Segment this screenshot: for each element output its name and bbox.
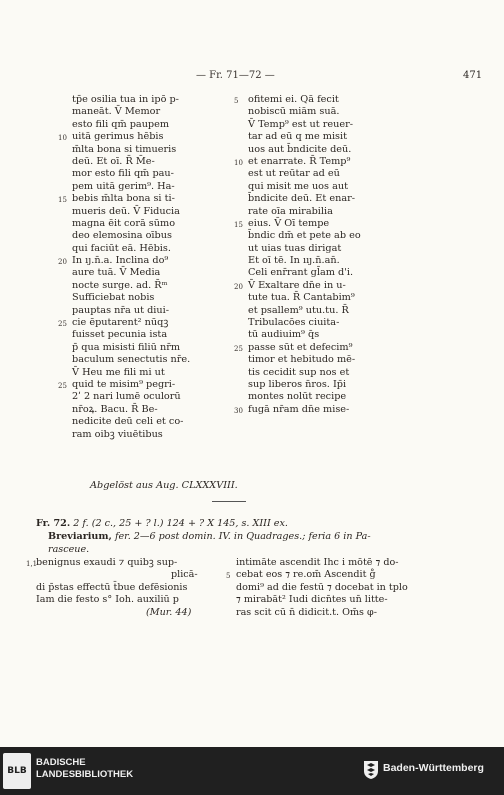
fr72-right-line bbox=[236, 582, 466, 594]
line-text: V̄ Heu me fili mi ut bbox=[72, 366, 165, 378]
left-column-line bbox=[72, 416, 242, 428]
line-text: tar ad eū q me misit bbox=[248, 131, 348, 143]
line-number: 15 bbox=[234, 220, 243, 229]
line-text: eius. V̄ Oī tempe bbox=[248, 217, 330, 229]
line-text: et enarrate. R̄ Temp⁹ bbox=[248, 155, 351, 167]
section-divider bbox=[212, 501, 246, 502]
fr72-left-line bbox=[36, 594, 226, 606]
fr72-right-line bbox=[226, 569, 466, 581]
left-column-line bbox=[72, 280, 242, 292]
line-number: 1,1 bbox=[26, 560, 38, 568]
right-column-line bbox=[248, 131, 418, 143]
left-column-line bbox=[72, 342, 242, 354]
left-column-line bbox=[72, 106, 242, 118]
line-text: nobiscū miām suā. bbox=[248, 106, 340, 118]
line-number: 25 bbox=[58, 381, 67, 390]
left-column-line bbox=[72, 243, 242, 255]
fr72-right-line bbox=[236, 607, 466, 619]
line-text: qui faciūt eā. Hēbis. bbox=[72, 242, 171, 254]
line-text: ⁊ mirabāt² Iudi dicn̄tes un̄ litte- bbox=[236, 594, 388, 606]
line-text: domi⁹ ad die festū ⁊ docebat in tplo bbox=[236, 581, 408, 593]
right-column-line bbox=[234, 94, 418, 106]
line-text: cie ēputarent² nūqꝫ bbox=[72, 317, 169, 329]
line-text: montes nolūt recipe bbox=[248, 391, 347, 403]
right-column-line bbox=[248, 168, 418, 180]
line-text: ut uias tuas dirigat bbox=[248, 242, 342, 254]
line-text: di p̄stas effectū t̄bue defēsionis bbox=[36, 581, 188, 593]
line-text: p̄ qua misisti filiū nr̄m bbox=[72, 341, 181, 353]
line-text: qui misit me uos aut bbox=[248, 180, 348, 192]
page-number: 471 bbox=[463, 70, 483, 81]
line-text: baculum senectutis nr̄e. bbox=[72, 354, 191, 366]
right-column-line bbox=[248, 292, 418, 304]
right-column-line bbox=[248, 181, 418, 193]
left-column-line bbox=[58, 193, 242, 205]
left-column-line bbox=[72, 267, 242, 279]
line-text: b̄ndic dm̄ et pete ab eo bbox=[248, 230, 361, 242]
coat-of-arms-icon bbox=[363, 760, 379, 780]
fragment-72-left-column bbox=[26, 557, 226, 619]
line-number: 20 bbox=[58, 258, 67, 267]
abgeloest-note: Abgelöst aus Aug. CLXXXVIII. bbox=[90, 480, 238, 491]
right-column-line bbox=[248, 329, 418, 341]
blb-logo[interactable] bbox=[3, 753, 31, 789]
right-column-line bbox=[234, 403, 418, 416]
line-text: tute tua. R̄ Cantabim⁹ bbox=[248, 292, 355, 304]
line-text: fuisset pecunia ista bbox=[72, 329, 168, 341]
line-text: ram oibꝫ viuētibus bbox=[72, 428, 163, 440]
right-column-line bbox=[234, 279, 418, 292]
line-number: 10 bbox=[234, 158, 243, 167]
line-text: Celi enr̄rant gl̄am d'i. bbox=[248, 267, 354, 279]
right-column-line bbox=[248, 305, 418, 317]
line-text: Tribulacōes ciuita- bbox=[248, 317, 340, 329]
state-label[interactable]: Baden-Württemberg bbox=[383, 762, 484, 774]
line-number: 25 bbox=[58, 320, 67, 329]
left-column-line bbox=[72, 329, 242, 341]
library-name bbox=[36, 757, 133, 781]
fr72-left-line bbox=[36, 607, 226, 619]
left-column-line bbox=[72, 206, 242, 218]
line-text: V̄ Exaltare dn̄e in u- bbox=[248, 279, 346, 291]
fr72-right-line bbox=[236, 557, 466, 569]
left-column-line bbox=[72, 156, 242, 168]
line-text: tp̄e osilia tua in ipō p- bbox=[72, 94, 179, 105]
left-column-line bbox=[72, 218, 242, 230]
line-text: uitā gerimus hēbis bbox=[72, 131, 164, 143]
line-text: bebis m̄lta bona si ti- bbox=[72, 193, 175, 205]
line-text: et psallem⁹ utu.tu. R̄ bbox=[248, 304, 349, 316]
line-text: intimāte ascendit Ihc i mōtē ⁊ do- bbox=[236, 557, 399, 568]
left-column-line bbox=[58, 378, 242, 391]
left-column-line bbox=[72, 367, 242, 379]
left-column-line bbox=[72, 230, 242, 242]
fragment-desc-2: rasceue. bbox=[48, 544, 90, 555]
blb-logo-text: BLB bbox=[7, 766, 27, 776]
right-column-line bbox=[248, 317, 418, 329]
line-text: nedicite deū celi et co- bbox=[72, 416, 184, 428]
right-column-line bbox=[234, 155, 418, 168]
line-text: maneāt. V̄ Memor bbox=[72, 106, 161, 118]
line-text: Et oī tē. In ııȷ.n̄.an̄. bbox=[248, 255, 340, 267]
line-text: rate oīa mirabilia bbox=[248, 205, 333, 217]
fragment-label: Breviarium, bbox=[48, 531, 112, 542]
left-column-line bbox=[72, 391, 242, 403]
line-text: (Mur. 44) bbox=[146, 606, 192, 618]
line-text: aure tuā. V̄ Media bbox=[72, 267, 161, 279]
right-column-line bbox=[248, 255, 418, 267]
line-text: esto fili qm̄ paupem bbox=[72, 118, 170, 130]
line-text: pauptas nr̄a ut diui- bbox=[72, 304, 169, 316]
left-column-line bbox=[72, 354, 242, 366]
left-column-line bbox=[72, 429, 242, 441]
fr72-left-line bbox=[36, 582, 226, 594]
right-column-line bbox=[248, 144, 418, 156]
line-number: 5 bbox=[234, 97, 239, 105]
line-text: mueris deū. V̄ Fiducia bbox=[72, 205, 180, 217]
right-column-line bbox=[248, 243, 418, 255]
fr72-left-line bbox=[36, 569, 226, 581]
line-text: sup liberos n̄ros. Ip̄i bbox=[248, 378, 347, 390]
left-column-line bbox=[72, 119, 242, 131]
line-text: V̄ Temp⁹ est ut reuer- bbox=[248, 118, 353, 130]
running-title: — Fr. 71—72 — bbox=[196, 70, 275, 81]
left-column-line bbox=[72, 181, 242, 193]
line-text: uos aut b̄ndicite deū. bbox=[248, 143, 352, 155]
right-column-line bbox=[248, 206, 418, 218]
line-text: magna ēit corā sūmo bbox=[72, 217, 176, 229]
fragment-72-right-column bbox=[226, 557, 466, 619]
right-column-line bbox=[248, 267, 418, 279]
right-column-line bbox=[248, 193, 418, 205]
library-name-line-1: BADISCHE bbox=[36, 757, 86, 768]
line-text: pem uitā gerim⁹. Ha- bbox=[72, 180, 175, 192]
right-column-line bbox=[248, 230, 418, 242]
line-text: m̄lta bona si timueris bbox=[72, 143, 177, 155]
fragment-desc-1: fer. 2—6 post domin. IV. in Quadrages.; feria 6 in Pa- bbox=[114, 531, 371, 542]
left-column-line bbox=[72, 168, 242, 180]
line-number: 25 bbox=[234, 344, 243, 353]
right-column-line bbox=[248, 119, 418, 131]
right-column-line bbox=[248, 367, 418, 379]
line-number: 15 bbox=[58, 196, 67, 205]
line-text: fugā nr̄am dn̄e mise- bbox=[248, 403, 350, 415]
line-text: deo elemosina oībus bbox=[72, 230, 172, 242]
left-text-column bbox=[58, 94, 242, 441]
right-column-line bbox=[248, 106, 418, 118]
line-text: benignus exaudi ⁊ quibꝫ sup- bbox=[36, 557, 178, 568]
left-column-line bbox=[58, 255, 242, 267]
line-text: 2ʹ 2 nari lumē oculorū bbox=[72, 391, 181, 403]
left-column-line bbox=[72, 305, 242, 317]
library-name-line-2: LANDESBIBLIOTHEK bbox=[36, 769, 134, 780]
line-number: 30 bbox=[234, 406, 243, 415]
fragment-heading: Fr. 72. bbox=[36, 518, 71, 529]
left-column-line bbox=[58, 131, 242, 143]
right-text-column bbox=[234, 94, 418, 416]
line-text: timor et hebitudo mē- bbox=[248, 354, 356, 366]
line-text: plicā- bbox=[171, 569, 198, 581]
line-text: Iam die festo s° Ioh. auxiliū p bbox=[36, 594, 179, 606]
right-column-line bbox=[234, 341, 418, 354]
left-column-line bbox=[72, 144, 242, 156]
left-column-line bbox=[58, 317, 242, 329]
line-text: mor esto fili qm̄ pau- bbox=[72, 168, 174, 180]
line-text: Sufficiebat nobis bbox=[72, 292, 155, 304]
library-footer bbox=[0, 747, 504, 795]
line-text: In ıȷ.n̄.a. Inclina do⁹ bbox=[72, 255, 169, 267]
line-text: nocte surge. ad. R̄ᵐ bbox=[72, 279, 168, 291]
line-text: nr̄oꝝ. Bacu. R̄ Be- bbox=[72, 403, 158, 415]
page-header bbox=[0, 70, 504, 86]
right-column-line bbox=[248, 354, 418, 366]
line-text: est ut reūtar ad eū bbox=[248, 168, 340, 180]
line-number: 5 bbox=[226, 572, 231, 581]
right-column-line bbox=[248, 391, 418, 403]
line-text: cebat eos ⁊ re.om̄ Ascendit g̊ bbox=[236, 569, 376, 581]
fragment-meta: 2 f. (2 c., 25 + ? l.) 124 + ? X 145, s. XIII ex. bbox=[73, 518, 288, 529]
left-column-line bbox=[72, 404, 242, 416]
line-text: tis cecidit sup nos et bbox=[248, 366, 350, 378]
line-text: ras scit cū n̄ didicit.t. Om̄s φ- bbox=[236, 606, 377, 618]
right-column-line bbox=[248, 379, 418, 391]
fr72-right-line bbox=[236, 594, 466, 606]
line-text: quid te misim⁹ pegri- bbox=[72, 378, 176, 390]
right-column-line bbox=[234, 217, 418, 230]
line-text: passe sūt et defecim⁹ bbox=[248, 341, 353, 353]
line-number: 20 bbox=[234, 282, 243, 291]
left-column-line bbox=[72, 292, 242, 304]
line-text: ofitemi ei. Qā fecit bbox=[248, 94, 339, 105]
left-column-line bbox=[72, 94, 242, 106]
line-text: tū audiuim⁹ q̄s bbox=[248, 329, 320, 341]
fr72-left-line bbox=[26, 557, 226, 569]
line-text: b̄ndicite deū. Et enar- bbox=[248, 193, 355, 205]
line-number: 10 bbox=[58, 134, 67, 143]
line-text: deū. Et oī. R̄ M̄e- bbox=[72, 155, 155, 167]
